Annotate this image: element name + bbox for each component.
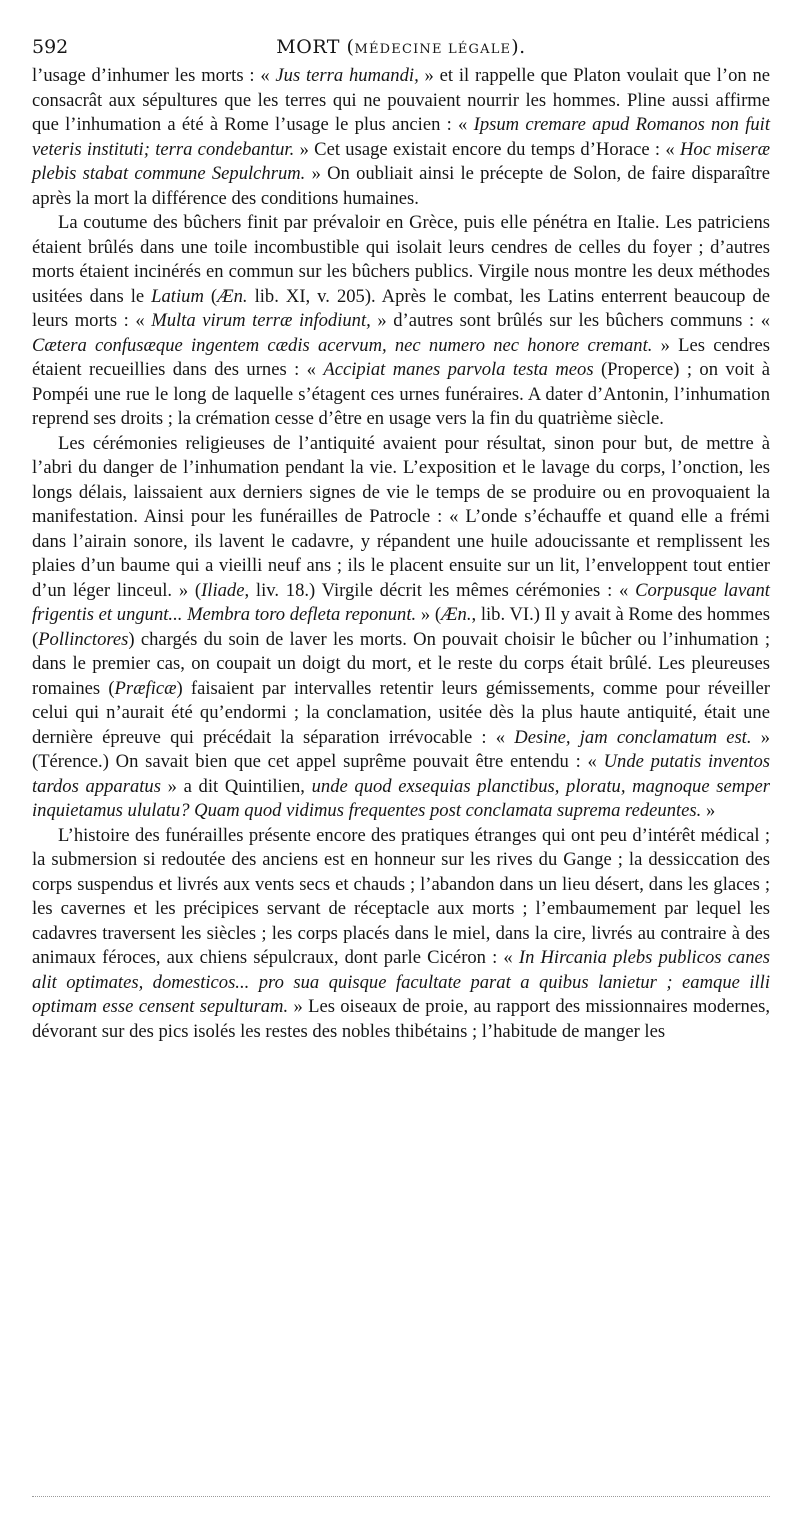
running-title-main: MORT (	[276, 36, 355, 58]
text-run: » (	[416, 604, 442, 625]
italic-quotation: Præficæ	[114, 677, 177, 699]
paragraph-4	[32, 824, 770, 1045]
italic-quotation: unde quod exsequias planctibus, ploratu, magnoque semper inquietamus ululatu? Quam quod vidimus frequentes post conclamata suprema redeuntes.	[32, 775, 770, 821]
text-run: (	[203, 285, 218, 307]
italic-quotation: Unde putatis inventos tardos apparatus	[32, 751, 770, 797]
italic-quotation: Jus terra humandi,	[275, 65, 419, 86]
italic-quotation: Ipsum cremare apud Romanos non fuit veteris instituti; terra condebantur.	[32, 114, 770, 160]
text-run: » (Térence.) On savait bien que cet appel suprême pouvait être entendu : «	[32, 726, 770, 772]
text-run: » Les oiseaux de proie, au rapport des missionnaires modernes, dévorant sur des pics isolés les restes des nobles thibétains ; l’habitude de manger les	[32, 996, 770, 1042]
italic-quotation: Iliade	[201, 579, 245, 601]
paragraph-3	[32, 432, 770, 824]
text-run: » On oubliait ainsi le précepte de Solon, de faire disparaître après la mort la différence des conditions humaines.	[32, 163, 770, 209]
text-run: , lib. VI.) Il y avait à Rome des hommes (	[32, 604, 770, 650]
text-run: L’histoire des funérailles présente encore des pratiques étranges qui ont peu d’intérêt médical ; la submersion si redoutée des anciens est en honneur sur les rives du Gange ; la dessiccation des corps suspendus et livrés aux vents secs et chauds ; l’abandon dans un lieu désert, dans les glaces ; les cavernes et les précipices servant de réceptacle aux morts ; l’embaumement par lequel les cadavres traversent les siècles ; les corps placés dans le miel, dans la cire, livrés au contraire à des animaux féroces, aux chiens sépulcraux, dont parle Cicéron : «	[32, 824, 770, 968]
text-run: l’usage d’inhumer les morts : «	[32, 65, 276, 86]
paragraph-1	[32, 64, 770, 211]
text-run: (Properce) ; on voit à Pompéi une rue le long de laquelle s’étagent ces urnes funéraires. A dater d’Antonin, l’inhumation reprend ses droits ; la crémation cesse d’être en usage vers la fin du quatrième siècle.	[32, 359, 770, 429]
italic-quotation: Latium	[151, 285, 204, 307]
italic-quotation: Desine, jam conclamatum est.	[514, 726, 752, 748]
running-title	[32, 30, 770, 67]
italic-quotation: Hoc miseræ plebis stabat commune Sepulchrum.	[32, 138, 770, 184]
book-page	[32, 30, 770, 1500]
footer-rule	[32, 1496, 770, 1497]
text-run: lib. XI, v. 205). Après le combat, les Latins enterrent beaucoup de leurs morts : «	[32, 285, 770, 331]
page-number: 592	[32, 36, 69, 58]
italic-quotation: Multa virum terræ infodiunt,	[151, 310, 371, 331]
text-run: ) faisaient par intervalles retentir leurs gémissements, comme pour réveiller celui qui n’aurait été qu’endormi ; la conclamation, usitée dès la plus haute antiquité, était une dernière épreuve qui précédait la séparation irrévocable : «	[32, 677, 770, 748]
body-text	[32, 64, 770, 1044]
italic-quotation: Cætera confusæque ingentem cædis acervum, nec numero nec honore cremant.	[32, 334, 653, 356]
italic-quotation: Pollinctores	[38, 628, 129, 650]
text-run: Les cérémonies religieuses de l’antiquité avaient pour résultat, sinon pour but, de mettre à l’abri du danger de l’inhumation pendant la vie. L’exposition et le lavage du corps, l’onction, les longs délais, laissaient aux derniers signes de vie le temps de se produire ou en provoquaient la manifestation. Ainsi pour les funérailles de Patrocle : « L’onde s’échauffe et quand elle a frémi dans l’airain sonore, ils lavent le cadavre, y répandent une huile adoucissante et remplissent les plaies d’un baume qui a vieilli neuf ans ; ils le placent ensuite sur un lit, l’enveloppent tout entier d’un léger linceul. » (	[32, 432, 770, 601]
text-run: La coutume des bûchers finit par prévaloir en Grèce, puis elle pénétra en Italie. Les patriciens étaient brûlés dans une toile incombustible qui isolait leurs cendres de celles du foyer ; d’autres morts étaient incinérés en commun sur les bûchers publics. Virgile nous montre les deux méthodes usitées dans le	[32, 212, 770, 307]
text-run: » et il rappelle que Platon voulait que l’on ne consacrât aux sépultures que les terres qui ne pouvaient nourrir les hommes. Pline aussi affirme que l’inhumation a été à Rome l’usage le plus ancien : «	[32, 65, 771, 135]
running-title-end: ).	[511, 36, 526, 58]
text-run: » a dit Quintilien,	[160, 775, 312, 797]
text-run: » Les cendres étaient recueillies dans des urnes : «	[32, 334, 771, 380]
italic-quotation: In Hircania plebs publicos canes alit optimates, domesticos... pro sua quisque facultate parat a quibus lanietur ; eamque illi optimam esse censent sepulturam.	[32, 947, 770, 1017]
italic-quotation: Corpusque lavant frigentis et ungunt... Membra toro defleta reponunt.	[32, 579, 770, 625]
paragraph-2	[32, 211, 770, 432]
running-title-subtitle: MÉDECINE LÉGALE	[354, 42, 512, 57]
running-header	[32, 30, 770, 64]
text-run: » d’autres sont brûlés sur les bûchers communs : «	[370, 310, 771, 331]
italic-quotation: Æn.	[217, 285, 248, 307]
italic-quotation: Accipiat manes parvola testa meos	[323, 359, 594, 380]
text-run: , liv. 18.) Virgile décrit les mêmes cérémonies : «	[244, 579, 636, 601]
italic-quotation: Æn.	[441, 604, 472, 625]
text-run: » Cet usage existait encore du temps d’Horace : «	[294, 138, 680, 160]
text-run: ) chargés du soin de laver les morts. On pouvait choisir le bûcher ou l’inhumation ; dans le premier cas, on coupait un doigt du mort, et le reste du corps était brûlé. Les pleureuses romaines (	[32, 628, 770, 699]
text-run: »	[701, 800, 716, 821]
